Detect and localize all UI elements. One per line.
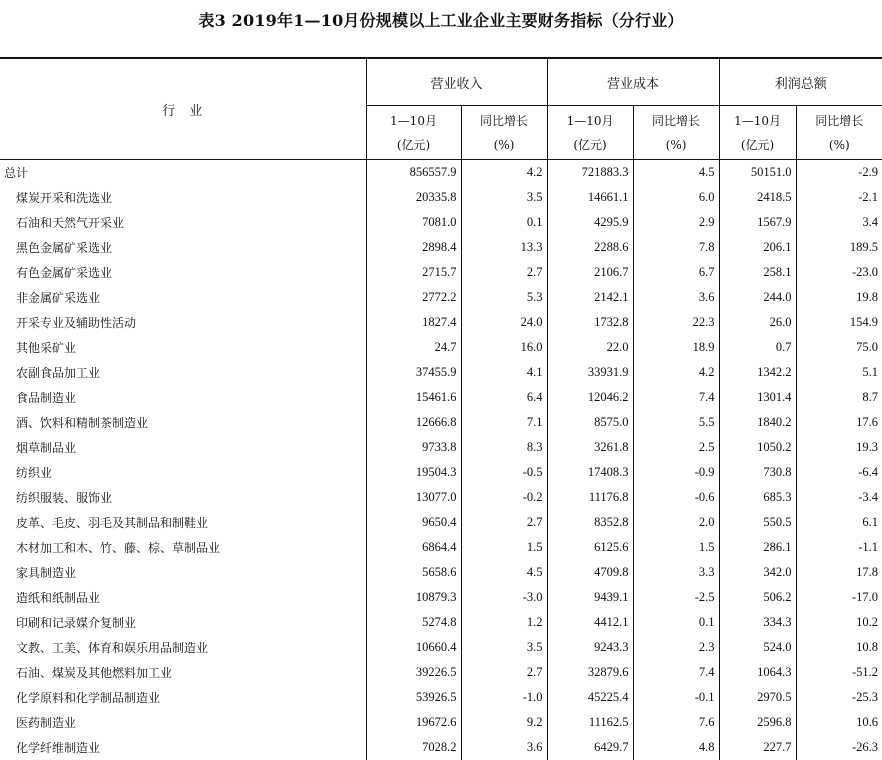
cost-value: 22.0	[547, 335, 633, 360]
table-row	[0, 360, 882, 385]
cost-growth-value: 7.4	[633, 660, 719, 685]
table-row	[0, 235, 882, 260]
revenue-growth-value: 3.6	[461, 735, 547, 760]
profit-growth-value: -2.1	[796, 185, 882, 210]
cost-value: 11176.8	[547, 485, 633, 510]
cost-growth-value: 3.6	[633, 285, 719, 310]
industry-header: 行业	[0, 58, 366, 160]
revenue-value: 19504.3	[366, 460, 461, 485]
industry-name: 皮革、毛皮、羽毛及其制品和制鞋业	[0, 510, 366, 535]
table-row	[0, 160, 882, 186]
period-unit: (亿元)	[368, 133, 460, 157]
industry-name: 化学纤维制造业	[0, 735, 366, 760]
revenue-value: 856557.9	[366, 160, 461, 186]
revenue-value: 7081.0	[366, 210, 461, 235]
profit-growth-value: -17.0	[796, 585, 882, 610]
cost-growth-value: -0.1	[633, 685, 719, 710]
revenue-growth-header	[461, 106, 547, 160]
revenue-value: 2772.2	[366, 285, 461, 310]
cost-growth-value: 3.3	[633, 560, 719, 585]
revenue-growth-value: 2.7	[461, 260, 547, 285]
revenue-value: 5658.6	[366, 560, 461, 585]
cost-growth-value: 7.6	[633, 710, 719, 735]
revenue-value: 7028.2	[366, 735, 461, 760]
revenue-growth-value: 16.0	[461, 335, 547, 360]
profit-period-header	[719, 106, 796, 160]
cost-growth-header	[633, 106, 719, 160]
table-row	[0, 385, 882, 410]
revenue-growth-value: 3.5	[461, 185, 547, 210]
table-row	[0, 585, 882, 610]
total-label: 总计	[0, 160, 366, 186]
revenue-value: 5274.8	[366, 610, 461, 635]
period-unit: (亿元)	[721, 133, 795, 157]
cost-period-header	[547, 106, 633, 160]
profit-value: 550.5	[719, 510, 796, 535]
table-row	[0, 710, 882, 735]
profit-growth-value: 5.1	[796, 360, 882, 385]
profit-growth-value: 189.5	[796, 235, 882, 260]
revenue-value: 39226.5	[366, 660, 461, 685]
profit-growth-value: -2.9	[796, 160, 882, 186]
cost-value: 3261.8	[547, 435, 633, 460]
revenue-growth-value: 0.1	[461, 210, 547, 235]
cost-growth-value: 5.5	[633, 410, 719, 435]
revenue-growth-value: -1.0	[461, 685, 547, 710]
financial-indicators-table	[0, 57, 882, 760]
profit-value: 206.1	[719, 235, 796, 260]
revenue-growth-value: -0.2	[461, 485, 547, 510]
period-label: 1—10月	[368, 109, 460, 133]
cost-value: 721883.3	[547, 160, 633, 186]
cost-value: 17408.3	[547, 460, 633, 485]
profit-value: 2596.8	[719, 710, 796, 735]
profit-value: 1301.4	[719, 385, 796, 410]
revenue-growth-value: 4.2	[461, 160, 547, 186]
revenue-growth-value: 24.0	[461, 310, 547, 335]
profit-growth-value: -1.1	[796, 535, 882, 560]
industry-name: 黑色金属矿采选业	[0, 235, 366, 260]
industry-name: 酒、饮料和精制茶制造业	[0, 410, 366, 435]
industry-name: 农副食品加工业	[0, 360, 366, 385]
cost-growth-value: 6.0	[633, 185, 719, 210]
industry-name: 石油、煤炭及其他燃料加工业	[0, 660, 366, 685]
table-row	[0, 635, 882, 660]
table-row	[0, 535, 882, 560]
industry-name: 有色金属矿采选业	[0, 260, 366, 285]
revenue-value: 10660.4	[366, 635, 461, 660]
profit-growth-value: 10.8	[796, 635, 882, 660]
profit-value: 1064.3	[719, 660, 796, 685]
table-title: 表3 2019年1—10月份规模以上工业企业主要财务指标（分行业）	[0, 8, 882, 31]
table-row	[0, 560, 882, 585]
cost-growth-value: 0.1	[633, 610, 719, 635]
cost-value: 9439.1	[547, 585, 633, 610]
profit-value: 2418.5	[719, 185, 796, 210]
revenue-growth-value: -0.5	[461, 460, 547, 485]
profit-growth-value: -23.0	[796, 260, 882, 285]
revenue-growth-value: 3.5	[461, 635, 547, 660]
industry-name: 木材加工和木、竹、藤、棕、草制品业	[0, 535, 366, 560]
cost-value: 2288.6	[547, 235, 633, 260]
cost-value: 9243.3	[547, 635, 633, 660]
profit-value: 342.0	[719, 560, 796, 585]
period-label: 1—10月	[549, 109, 632, 133]
revenue-growth-value: 6.4	[461, 385, 547, 410]
profit-growth-header	[796, 106, 882, 160]
cost-growth-value: -2.5	[633, 585, 719, 610]
cost-value: 14661.1	[547, 185, 633, 210]
table-row	[0, 735, 882, 760]
revenue-value: 6864.4	[366, 535, 461, 560]
revenue-header: 营业收入	[366, 58, 547, 106]
table-header	[0, 58, 882, 160]
industry-name: 纺织服装、服饰业	[0, 485, 366, 510]
cost-value: 8575.0	[547, 410, 633, 435]
revenue-growth-value: 7.1	[461, 410, 547, 435]
table-row	[0, 185, 882, 210]
profit-growth-value: 75.0	[796, 335, 882, 360]
cost-value: 4412.1	[547, 610, 633, 635]
profit-growth-value: 19.8	[796, 285, 882, 310]
table-row	[0, 510, 882, 535]
revenue-value: 37455.9	[366, 360, 461, 385]
cost-growth-value: 7.4	[633, 385, 719, 410]
profit-growth-value: -26.3	[796, 735, 882, 760]
profit-growth-value: 3.4	[796, 210, 882, 235]
profit-growth-value: 10.2	[796, 610, 882, 635]
revenue-growth-value: 5.3	[461, 285, 547, 310]
revenue-growth-value: -3.0	[461, 585, 547, 610]
industry-name: 石油和天然气开采业	[0, 210, 366, 235]
period-label: 1—10月	[721, 109, 795, 133]
revenue-growth-value: 2.7	[461, 660, 547, 685]
industry-name: 烟草制品业	[0, 435, 366, 460]
growth-label: 同比增长	[798, 109, 882, 133]
industry-name: 其他采矿业	[0, 335, 366, 360]
cost-value: 6429.7	[547, 735, 633, 760]
cost-growth-value: 18.9	[633, 335, 719, 360]
table-row	[0, 485, 882, 510]
profit-growth-value: 6.1	[796, 510, 882, 535]
revenue-value: 24.7	[366, 335, 461, 360]
table-row	[0, 335, 882, 360]
profit-value: 1567.9	[719, 210, 796, 235]
cost-growth-value: 2.3	[633, 635, 719, 660]
profit-value: 2970.5	[719, 685, 796, 710]
growth-unit: (%)	[463, 133, 546, 157]
growth-label: 同比增长	[635, 109, 718, 133]
revenue-growth-value: 8.3	[461, 435, 547, 460]
industry-name: 医药制造业	[0, 710, 366, 735]
revenue-value: 12666.8	[366, 410, 461, 435]
cost-value: 33931.9	[547, 360, 633, 385]
table-row	[0, 210, 882, 235]
growth-unit: (%)	[798, 133, 882, 157]
profit-growth-value: 17.8	[796, 560, 882, 585]
table-row	[0, 310, 882, 335]
table-body	[0, 160, 882, 760]
cost-value: 45225.4	[547, 685, 633, 710]
cost-value: 32879.6	[547, 660, 633, 685]
industry-name: 非金属矿采选业	[0, 285, 366, 310]
cost-growth-value: 2.9	[633, 210, 719, 235]
profit-value: 227.7	[719, 735, 796, 760]
revenue-value: 20335.8	[366, 185, 461, 210]
industry-name: 煤炭开采和洗选业	[0, 185, 366, 210]
profit-growth-value: 19.3	[796, 435, 882, 460]
profit-growth-value: 8.7	[796, 385, 882, 410]
profit-growth-value: 154.9	[796, 310, 882, 335]
revenue-value: 19672.6	[366, 710, 461, 735]
cost-growth-value: 6.7	[633, 260, 719, 285]
profit-value: 1342.2	[719, 360, 796, 385]
cost-value: 11162.5	[547, 710, 633, 735]
cost-growth-value: 4.5	[633, 160, 719, 186]
revenue-value: 9650.4	[366, 510, 461, 535]
cost-value: 12046.2	[547, 385, 633, 410]
profit-value: 258.1	[719, 260, 796, 285]
revenue-value: 2898.4	[366, 235, 461, 260]
table-row	[0, 660, 882, 685]
industry-name: 文教、工美、体育和娱乐用品制造业	[0, 635, 366, 660]
revenue-growth-value: 1.5	[461, 535, 547, 560]
period-unit: (亿元)	[549, 133, 632, 157]
revenue-growth-value: 13.3	[461, 235, 547, 260]
table-row	[0, 285, 882, 310]
profit-value: 685.3	[719, 485, 796, 510]
revenue-value: 10879.3	[366, 585, 461, 610]
cost-value: 6125.6	[547, 535, 633, 560]
industry-name: 印刷和记录媒介复制业	[0, 610, 366, 635]
cost-growth-value: 7.8	[633, 235, 719, 260]
table-row	[0, 610, 882, 635]
revenue-growth-value: 1.2	[461, 610, 547, 635]
profit-value: 26.0	[719, 310, 796, 335]
cost-growth-value: 2.5	[633, 435, 719, 460]
growth-label: 同比增长	[463, 109, 546, 133]
cost-growth-value: 4.8	[633, 735, 719, 760]
profit-header: 利润总额	[719, 58, 882, 106]
cost-growth-value: -0.9	[633, 460, 719, 485]
industry-name: 开采专业及辅助性活动	[0, 310, 366, 335]
industry-name: 造纸和纸制品业	[0, 585, 366, 610]
profit-value: 0.7	[719, 335, 796, 360]
industry-name: 家具制造业	[0, 560, 366, 585]
industry-name: 纺织业	[0, 460, 366, 485]
profit-value: 730.8	[719, 460, 796, 485]
profit-value: 506.2	[719, 585, 796, 610]
revenue-growth-value: 4.1	[461, 360, 547, 385]
industry-name: 化学原料和化学制品制造业	[0, 685, 366, 710]
cost-growth-value: 22.3	[633, 310, 719, 335]
profit-value: 524.0	[719, 635, 796, 660]
table-row	[0, 410, 882, 435]
revenue-value: 13077.0	[366, 485, 461, 510]
cost-value: 1732.8	[547, 310, 633, 335]
profit-value: 1050.2	[719, 435, 796, 460]
revenue-period-header	[366, 106, 461, 160]
cost-growth-value: -0.6	[633, 485, 719, 510]
profit-value: 334.3	[719, 610, 796, 635]
growth-unit: (%)	[635, 133, 718, 157]
profit-growth-value: 10.6	[796, 710, 882, 735]
table-row	[0, 460, 882, 485]
cost-value: 2142.1	[547, 285, 633, 310]
cost-value: 4709.8	[547, 560, 633, 585]
revenue-value: 9733.8	[366, 435, 461, 460]
revenue-value: 1827.4	[366, 310, 461, 335]
profit-value: 1840.2	[719, 410, 796, 435]
cost-growth-value: 2.0	[633, 510, 719, 535]
profit-growth-value: -25.3	[796, 685, 882, 710]
table-row	[0, 685, 882, 710]
profit-growth-value: 17.6	[796, 410, 882, 435]
table-row	[0, 435, 882, 460]
revenue-value: 2715.7	[366, 260, 461, 285]
profit-value: 286.1	[719, 535, 796, 560]
cost-header: 营业成本	[547, 58, 719, 106]
cost-value: 8352.8	[547, 510, 633, 535]
profit-value: 50151.0	[719, 160, 796, 186]
profit-growth-value: -51.2	[796, 660, 882, 685]
profit-growth-value: -3.4	[796, 485, 882, 510]
cost-value: 4295.9	[547, 210, 633, 235]
profit-growth-value: -6.4	[796, 460, 882, 485]
revenue-growth-value: 4.5	[461, 560, 547, 585]
industry-name: 食品制造业	[0, 385, 366, 410]
cost-growth-value: 1.5	[633, 535, 719, 560]
revenue-growth-value: 9.2	[461, 710, 547, 735]
table-row	[0, 260, 882, 285]
revenue-growth-value: 2.7	[461, 510, 547, 535]
revenue-value: 53926.5	[366, 685, 461, 710]
cost-value: 2106.7	[547, 260, 633, 285]
profit-value: 244.0	[719, 285, 796, 310]
cost-growth-value: 4.2	[633, 360, 719, 385]
revenue-value: 15461.6	[366, 385, 461, 410]
